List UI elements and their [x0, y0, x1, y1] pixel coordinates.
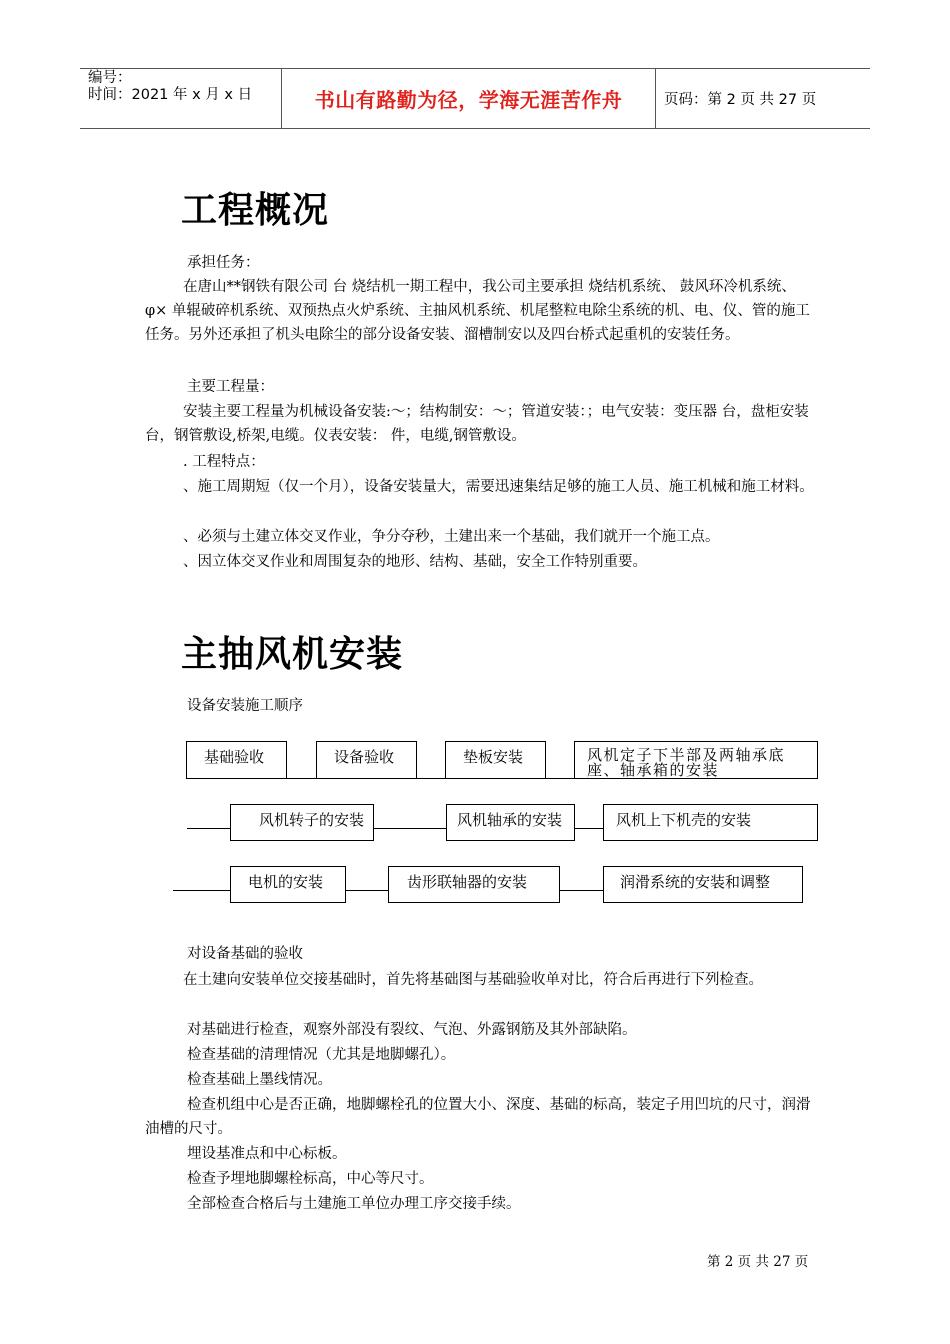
paragraph: 、因立体交叉作业和周围复杂的地形、结构、基础，安全工作特别重要。 [183, 554, 647, 570]
paragraph: 安装主要工程量为机械设备安装:～；结构制安：～；管道安装：；电气安装：变压器 台，盘柜安装 台，钢管敷设,桥架,电缆。仪表安装： 件，电缆,钢管敷设。 [145, 404, 809, 444]
flow-connector [287, 778, 316, 779]
section-title: 主抽风机安装 [181, 634, 404, 675]
flow-step: 风机上下机壳的安装 [603, 804, 818, 841]
paragraph: 对设备基础的验收 [187, 946, 303, 962]
flow-connector [173, 890, 230, 891]
footer-page-number: 第 2 页 共 27 页 [707, 1254, 809, 1270]
sequence-label: 设备安装施工顺序 [187, 698, 303, 714]
paragraph: 检查基础上墨线情况。 [187, 1072, 332, 1088]
header-top-rule [80, 68, 870, 69]
flow-step: 垫板安装 [445, 741, 546, 779]
flow-connector [417, 778, 445, 779]
paragraph: 全部检查合格后与土建施工单位办理工序交接手续。 [187, 1196, 521, 1212]
flow-step: 设备验收 [316, 741, 417, 779]
paragraph: . 工程特点： [183, 454, 265, 470]
paragraph: 检查机组中心是否正确，地脚螺栓孔的位置大小、深度、基础的标高，装定子用凹坑的尺寸，润滑油槽的尺寸。 [145, 1097, 811, 1137]
header-meta [88, 70, 252, 104]
flow-step: 基础验收 [186, 741, 287, 779]
flow-step: 电机的安装 [230, 866, 346, 903]
flow-connector [575, 828, 603, 829]
header-bottom-rule [80, 128, 870, 129]
paragraph: 在唐山**钢铁有限公司 台 烧结机一期工程中，我公司主要承担 烧结机系统、 鼓风环冷机系统、φ× 单辊破碎机系统、双预热点火炉系统、主抽风机系统、机尾整粒电除尘系统的机、电、仪、管的施工任务。另外还承担了机头电除尘的部分设备安装、溜槽制安以及四台桥式起重机的安装任务。 [145, 279, 810, 343]
paragraph: 、必须与土建立体交叉作业，争分夺秒，土建出来一个基础，我们就开一个施工点。 [183, 529, 720, 545]
paragraph: 对基础进行检查，观察外部没有裂纹、气泡、外露钢筋及其外部缺陷。 [187, 1022, 637, 1038]
flow-connector [560, 890, 603, 891]
paragraph: 、施工周期短（仅一个月），设备安装量大，需要迅速集结足够的施工人员、施工机械和施工材料。 [183, 479, 814, 495]
paragraph: 检查基础的清理情况（尤其是地脚螺孔）。 [187, 1047, 456, 1063]
section-title: 工程概况 [181, 190, 330, 231]
header-page-info: 页码：第 2 页 共 27 页 [664, 92, 817, 108]
flow-connector [187, 828, 230, 829]
paragraph: 在土建向安装单位交接基础时，首先将基础图与基础验收单对比，符合后再进行下列检查。 [183, 972, 763, 988]
flow-step: 风机定子下半部及两轴承底座、轴承箱的安装 [574, 741, 818, 779]
paragraph: 主要工程量： [187, 379, 274, 395]
flow-step: 风机轴承的安装 [446, 804, 575, 841]
paragraph: 埋设基准点和中心标板。 [187, 1146, 347, 1162]
flow-connector [546, 778, 574, 779]
flow-connector [374, 828, 446, 829]
header-motto: 书山有路勤为径，学海无涯苦作舟 [314, 88, 623, 112]
paragraph: 检查予埋地脚螺栓标高，中心等尺寸。 [187, 1171, 434, 1187]
flow-step: 风机转子的安装 [230, 804, 374, 841]
paragraph: 承担任务： [187, 255, 260, 271]
flow-step: 齿形联轴器的安装 [388, 866, 560, 903]
document-number: 编号： [88, 70, 132, 86]
flow-connector [346, 890, 388, 891]
header-divider [655, 68, 656, 128]
document-date: 时间：2021 年 x 月 x 日 [88, 87, 253, 103]
flow-step: 润滑系统的安装和调整 [603, 866, 803, 903]
